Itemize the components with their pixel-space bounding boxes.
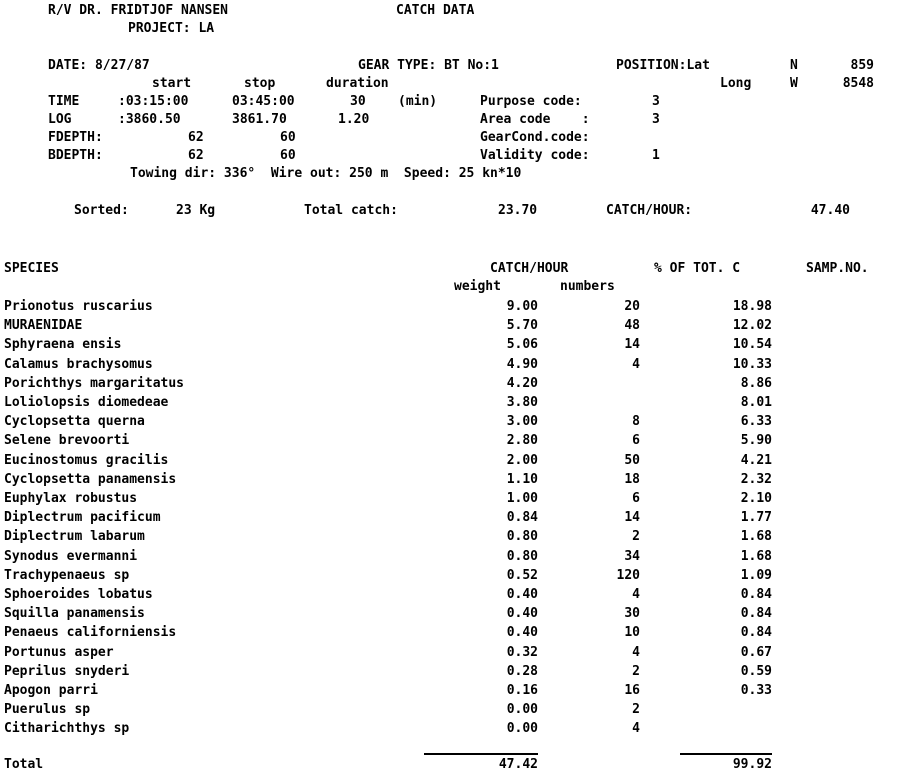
weight-value: 3.00 (506, 414, 538, 429)
time-duration: 30 (350, 94, 366, 109)
time-start: :03:15:00 (118, 94, 189, 109)
pct-value: 2.10 (740, 491, 772, 506)
species-name: Calamus brachysomus (4, 357, 153, 372)
numbers-value: 18 (624, 472, 640, 487)
weight-value: 0.40 (506, 606, 538, 621)
pct-value: 10.54 (732, 337, 772, 352)
long-label: Long (720, 76, 752, 91)
species-name: Euphylax robustus (4, 491, 138, 506)
numbers-value: 120 (616, 568, 640, 583)
total-catch-label: Total catch: (304, 203, 398, 218)
total-weight: 47.42 (498, 757, 538, 772)
time-stop: 03:45:00 (232, 94, 295, 109)
sorted-label: Sorted: (74, 203, 129, 218)
validity-code-value: 1 (652, 148, 660, 163)
numbers-value: 50 (624, 453, 640, 468)
weight-value: 0.40 (506, 625, 538, 640)
total-catch-value: 23.70 (498, 203, 538, 218)
species-name: Cyclopsetta querna (4, 414, 145, 429)
position-label: POSITION:Lat (616, 58, 710, 73)
weight-value: 5.06 (506, 337, 538, 352)
bdepth-stop: 60 (280, 148, 296, 163)
numbers-value: 6 (632, 433, 640, 448)
weight-value: 0.00 (506, 702, 538, 717)
weight-value: 0.84 (506, 510, 538, 525)
col-species-header: SPECIES (4, 261, 59, 276)
pct-value: 12.02 (732, 318, 772, 333)
long-hemisphere: W (790, 76, 798, 91)
pct-value: 10.33 (732, 357, 772, 372)
gear-type-field: GEAR TYPE: BT No:1 (358, 58, 499, 73)
weight-value: 2.80 (506, 433, 538, 448)
weight-value: 0.00 (506, 721, 538, 736)
numbers-value: 2 (632, 529, 640, 544)
time-label: TIME (48, 94, 80, 109)
pct-total-rule (680, 753, 772, 755)
project-label: PROJECT: LA (128, 21, 215, 36)
species-name: Squilla panamensis (4, 606, 145, 621)
col-weight-header: weight (454, 279, 501, 294)
log-start: :3860.50 (118, 112, 181, 127)
species-name: Diplectrum labarum (4, 529, 145, 544)
col-catch-hour-header: CATCH/HOUR (490, 261, 569, 276)
species-name: MURAENIDAE (4, 318, 83, 333)
gearcond-code-label: GearCond.code: (480, 130, 590, 145)
log-duration: 1.20 (338, 112, 370, 127)
pct-value: 0.84 (740, 606, 772, 621)
pct-value: 0.67 (740, 645, 772, 660)
pct-value: 1.09 (740, 568, 772, 583)
numbers-value: 4 (632, 357, 640, 372)
weight-value: 5.70 (506, 318, 538, 333)
total-label: Total (4, 757, 44, 772)
species-name: Loliolopsis diomedeae (4, 395, 169, 410)
time-unit: (min) (398, 94, 438, 109)
fdepth-stop: 60 (280, 130, 296, 145)
species-name: Porichthys margaritatus (4, 376, 185, 391)
numbers-value: 14 (624, 337, 640, 352)
pct-value: 0.33 (740, 683, 772, 698)
col-duration-header: duration (326, 76, 389, 91)
species-name: Prionotus ruscarius (4, 299, 153, 314)
weight-value: 3.80 (506, 395, 538, 410)
weight-value: 0.32 (506, 645, 538, 660)
weight-value: 0.80 (506, 549, 538, 564)
purpose-code-label: Purpose code: (480, 94, 582, 109)
species-name: Sphoeroides lobatus (4, 587, 153, 602)
species-name: Selene brevoorti (4, 433, 130, 448)
pct-value: 0.59 (740, 664, 772, 679)
area-code-label: Area code : (480, 112, 590, 127)
species-name: Portunus asper (4, 645, 114, 660)
sorted-value: 23 Kg (176, 203, 216, 218)
numbers-value: 2 (632, 664, 640, 679)
numbers-value: 48 (624, 318, 640, 333)
date-field: DATE: 8/27/87 (48, 58, 150, 73)
numbers-value: 8 (632, 414, 640, 429)
weight-value: 2.00 (506, 453, 538, 468)
col-pct-header: % OF TOT. C (654, 261, 741, 276)
numbers-value: 4 (632, 721, 640, 736)
species-name: Puerulus sp (4, 702, 91, 717)
col-stop-header: stop (244, 76, 276, 91)
species-name: Penaeus californiensis (4, 625, 177, 640)
log-stop: 3861.70 (232, 112, 287, 127)
lat-hemisphere: N (790, 58, 798, 73)
pct-value: 0.84 (740, 625, 772, 640)
pct-value: 1.68 (740, 529, 772, 544)
log-label: LOG (48, 112, 72, 127)
pct-value: 1.68 (740, 549, 772, 564)
numbers-value: 4 (632, 587, 640, 602)
species-name: Synodus evermanni (4, 549, 138, 564)
total-pct: 99.92 (732, 757, 772, 772)
numbers-value: 2 (632, 702, 640, 717)
weight-value: 4.90 (506, 357, 538, 372)
bdepth-start: 62 (188, 148, 204, 163)
weight-value: 0.80 (506, 529, 538, 544)
numbers-value: 16 (624, 683, 640, 698)
area-code-value: 3 (652, 112, 660, 127)
species-name: Peprilus snyderi (4, 664, 130, 679)
col-start-header: start (152, 76, 192, 91)
weight-value: 1.00 (506, 491, 538, 506)
pct-value: 6.33 (740, 414, 772, 429)
species-name: Cyclopsetta panamensis (4, 472, 177, 487)
validity-code-label: Validity code: (480, 148, 590, 163)
species-name: Apogon parri (4, 683, 98, 698)
weight-value: 4.20 (506, 376, 538, 391)
weight-value: 0.40 (506, 587, 538, 602)
bdepth-label: BDEPTH: (48, 148, 103, 163)
weight-total-rule (424, 753, 538, 755)
numbers-value: 20 (624, 299, 640, 314)
species-name: Eucinostomus gracilis (4, 453, 169, 468)
weight-value: 1.10 (506, 472, 538, 487)
catch-hour-value: 47.40 (810, 203, 850, 218)
long-value: 8548 (842, 76, 874, 91)
numbers-value: 34 (624, 549, 640, 564)
weight-value: 0.28 (506, 664, 538, 679)
purpose-code-value: 3 (652, 94, 660, 109)
species-name: Trachypenaeus sp (4, 568, 130, 583)
numbers-value: 4 (632, 645, 640, 660)
catch-hour-label: CATCH/HOUR: (606, 203, 693, 218)
pct-value: 8.01 (740, 395, 772, 410)
fdepth-label: FDEPTH: (48, 130, 103, 145)
lat-value: 859 (850, 58, 874, 73)
towing-line: Towing dir: 336° Wire out: 250 m Speed: 25 kn*10 (130, 166, 522, 181)
species-name: Diplectrum pacificum (4, 510, 161, 525)
pct-value: 18.98 (732, 299, 772, 314)
pct-value: 1.77 (740, 510, 772, 525)
vessel-name: R/V DR. FRIDTJOF NANSEN (48, 3, 229, 18)
pct-value: 5.90 (740, 433, 772, 448)
pct-value: 2.32 (740, 472, 772, 487)
numbers-value: 30 (624, 606, 640, 621)
species-name: Sphyraena ensis (4, 337, 122, 352)
pct-value: 0.84 (740, 587, 772, 602)
pct-value: 4.21 (740, 453, 772, 468)
weight-value: 9.00 (506, 299, 538, 314)
numbers-value: 6 (632, 491, 640, 506)
report-title: CATCH DATA (396, 3, 475, 18)
numbers-value: 14 (624, 510, 640, 525)
weight-value: 0.52 (506, 568, 538, 583)
numbers-value: 10 (624, 625, 640, 640)
weight-value: 0.16 (506, 683, 538, 698)
species-name: Citharichthys sp (4, 721, 130, 736)
fdepth-start: 62 (188, 130, 204, 145)
pct-value: 8.86 (740, 376, 772, 391)
col-samp-header: SAMP.NO. (806, 261, 869, 276)
col-numbers-header: numbers (560, 279, 615, 294)
